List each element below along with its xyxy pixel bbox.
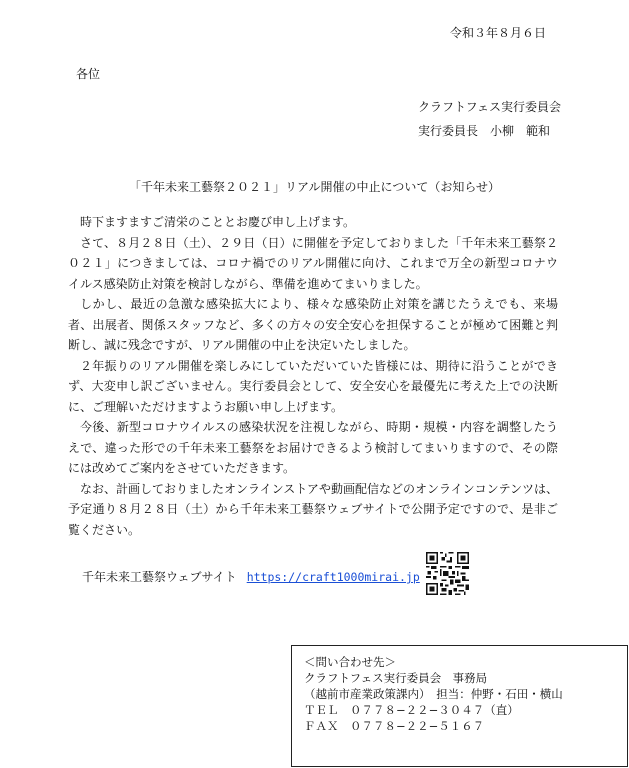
- document-title: 「千年未来工藝祭２０２１」リアル開催の中止について（お知らせ）: [129, 180, 500, 194]
- sender-organization: クラフトフェス実行委員会: [418, 100, 562, 114]
- body-paragraph-future: 今後、新型コロナウイルスの感染状況を注視しながら、時期・規模・内容を調整したうえで、違った形での千年未来工藝祭をお届けできるよう検討してまいりますので、その際には改めてご案内をさせていただきます。: [68, 420, 558, 475]
- document-date: 令和３年８月６日: [449, 26, 546, 40]
- document-body: [68, 212, 558, 540]
- sender-name: 実行委員長 小柳 範和: [418, 124, 551, 138]
- website-link[interactable]: https://craft1000mirai.jp: [246, 570, 420, 584]
- contact-dept: （越前市産業政策課内） 担当：仲野・石田・横山: [304, 687, 563, 701]
- qr-code-icon: [426, 552, 469, 595]
- body-paragraph-apology: ２年振りのリアル開催を楽しみにしていただいていた皆様には、期待に沿うことができず、大変申し訳ございません。実行委員会として、安全安心を最優先に考えた上での決断に、ご理解いただけますようお願い申し上げます。: [68, 358, 558, 414]
- contact-heading: ＜問い合わせ先＞: [304, 655, 396, 669]
- body-paragraph-background: さて、８月２８日（土）、２９日（日）に開催を予定しておりました「千年未来工藝祭２０２１」につきましては、コロナ禍でのリアル開催に向け、これまで万全の新型コロナウイルス感染防止対策を検討しながら、準備を進めてまいりました。: [68, 235, 558, 291]
- contact-org: クラフトフェス実行委員会 事務局: [304, 671, 488, 685]
- website-label: 千年未来工藝祭ウェブサイト: [82, 570, 237, 584]
- contact-box: [291, 645, 628, 767]
- website-row: [82, 568, 420, 585]
- recipient: 各位: [76, 67, 101, 81]
- body-paragraph-decision: しかし、最近の急激な感染拡大により、様々な感染防止対策を講じたうえでも、来場者、出展者、関係スタッフなど、多くの方々の安全安心を担保することが極めて困難と判断し、誠に残念ですが、リアル開催の中止を決定いたしました。: [68, 297, 558, 352]
- body-paragraph-greeting: 時下ますますご清栄のこととお慶び申し上げます。: [80, 215, 356, 229]
- contact-tel: ＴＥＬ ０７７８−２２−３０４７（直）: [304, 703, 519, 717]
- body-paragraph-online: なお、計画しておりましたオンラインストアや動画配信などのオンラインコンテンツは、予定通り８月２８日（土）から千年未来工藝祭ウェブサイトで公開予定ですので、是非ご覧ください。: [68, 481, 558, 537]
- contact-fax: ＦＡＸ ０７７８−２２−５１６７: [304, 719, 485, 733]
